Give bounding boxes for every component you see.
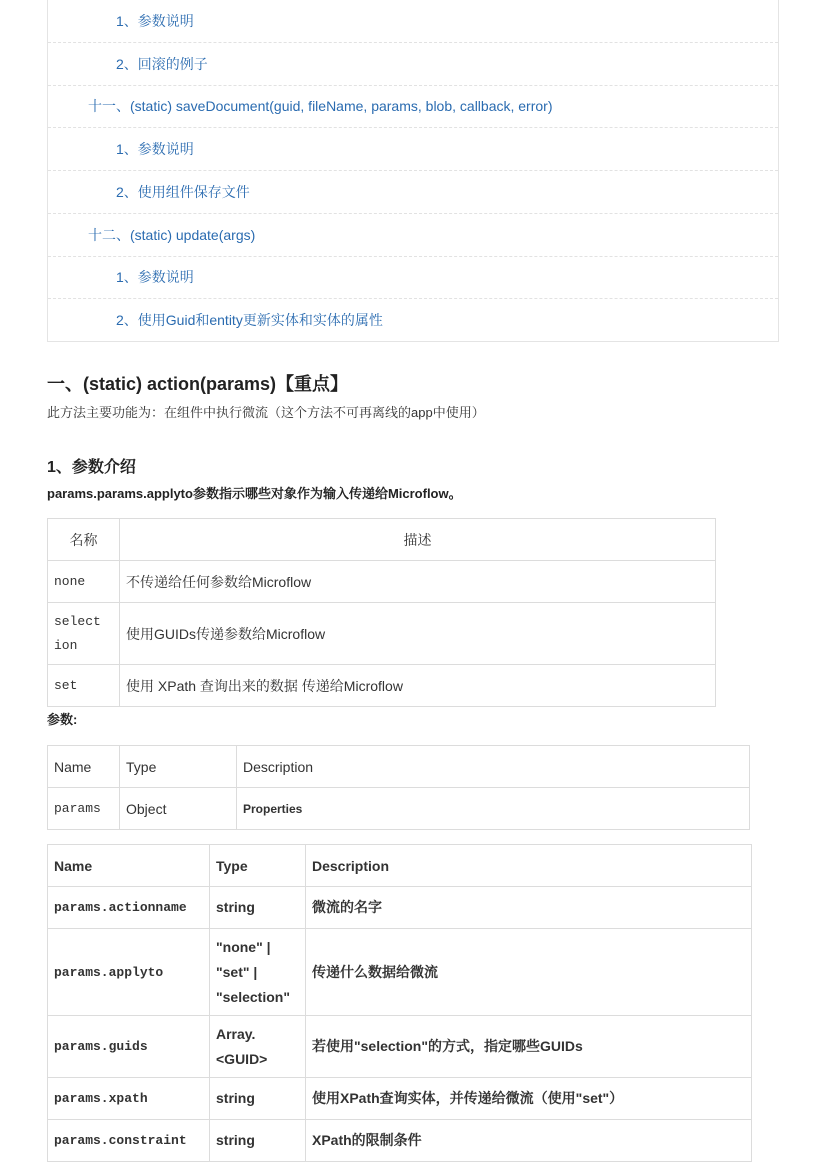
- cell-desc: 若使用"selection"的方式，指定哪些GUIDs: [306, 1016, 752, 1078]
- cell-desc: Description: [237, 746, 750, 788]
- toc-link[interactable]: 2、回滚的例子: [48, 43, 778, 86]
- table-row: [48, 929, 752, 1016]
- table-row: [48, 665, 716, 707]
- cell-name: Name: [48, 746, 120, 788]
- cell-type: string: [210, 1078, 306, 1120]
- cell-type: string: [210, 887, 306, 929]
- cell-desc: 使用GUIDs传递参数给Microflow: [120, 603, 716, 665]
- properties-table: [47, 844, 752, 1162]
- table-row: [48, 788, 750, 830]
- subsection-title: 1、参数介绍: [47, 459, 136, 476]
- column-header-name: Name: [48, 845, 210, 887]
- section-intro: 此方法主要功能为：在组件中执行微流（这个方法不可再离线的app中使用）: [47, 405, 485, 420]
- cell-desc: 不传递给任何参数给Microflow: [120, 561, 716, 603]
- toc-link[interactable]: 2、使用组件保存文件: [48, 171, 778, 214]
- toc-link[interactable]: 1、参数说明: [48, 0, 778, 43]
- table-of-contents: [47, 0, 779, 342]
- cell-name: params.applyto: [48, 929, 210, 1016]
- cell-name: select ion: [48, 603, 120, 665]
- params-table: [47, 745, 750, 830]
- cell-name: params.constraint: [48, 1120, 210, 1162]
- table-row: [48, 603, 716, 665]
- toc-link[interactable]: 十一、(static) saveDocument(guid, fileName, params, blob, callback, error): [48, 85, 778, 128]
- table-row: [48, 1120, 752, 1162]
- column-header-type: Type: [210, 845, 306, 887]
- cell-desc: Properties: [237, 788, 750, 830]
- cell-name: set: [48, 665, 120, 707]
- cell-desc: XPath的限制条件: [306, 1120, 752, 1162]
- table-row: [48, 1016, 752, 1078]
- column-header-name: 名称: [48, 519, 120, 561]
- cell-type: "none" | "set" | "selection": [210, 929, 306, 1016]
- subsection-description: params.params.applyto参数指示哪些对象作为输入传递给Microflow。: [47, 486, 462, 501]
- cell-desc: 使用 XPath 查询出来的数据 传递给Microflow: [120, 665, 716, 707]
- params-label: 参数:: [47, 712, 78, 727]
- table-row: [48, 1078, 752, 1120]
- toc-link[interactable]: 十二、(static) update(args): [48, 214, 778, 257]
- column-header-description: Description: [306, 845, 752, 887]
- table-row: [48, 746, 750, 788]
- cell-desc: 微流的名字: [306, 887, 752, 929]
- cell-name: params.guids: [48, 1016, 210, 1078]
- applyto-table: [47, 518, 716, 707]
- table-row: [48, 887, 752, 929]
- table-row: [48, 561, 716, 603]
- cell-type: Object: [120, 788, 237, 830]
- cell-type: Array. <GUID>: [210, 1016, 306, 1078]
- cell-name: none: [48, 561, 120, 603]
- cell-type: string: [210, 1120, 306, 1162]
- cell-name: params.xpath: [48, 1078, 210, 1120]
- toc-link[interactable]: 1、参数说明: [48, 128, 778, 171]
- cell-name: params.actionname: [48, 887, 210, 929]
- cell-name: params: [48, 788, 120, 830]
- cell-type: Type: [120, 746, 237, 788]
- toc-link[interactable]: 2、使用Guid和entity更新实体和实体的属性: [116, 311, 383, 328]
- toc-link[interactable]: 1、参数说明: [48, 256, 778, 299]
- cell-desc: 传递什么数据给微流: [306, 929, 752, 1016]
- cell-desc: 使用XPath查询实体，并传递给微流（使用"set"）: [306, 1078, 752, 1120]
- column-header-desc: 描述: [120, 519, 716, 561]
- section-title: 一、(static) action(params)【重点】: [47, 374, 349, 394]
